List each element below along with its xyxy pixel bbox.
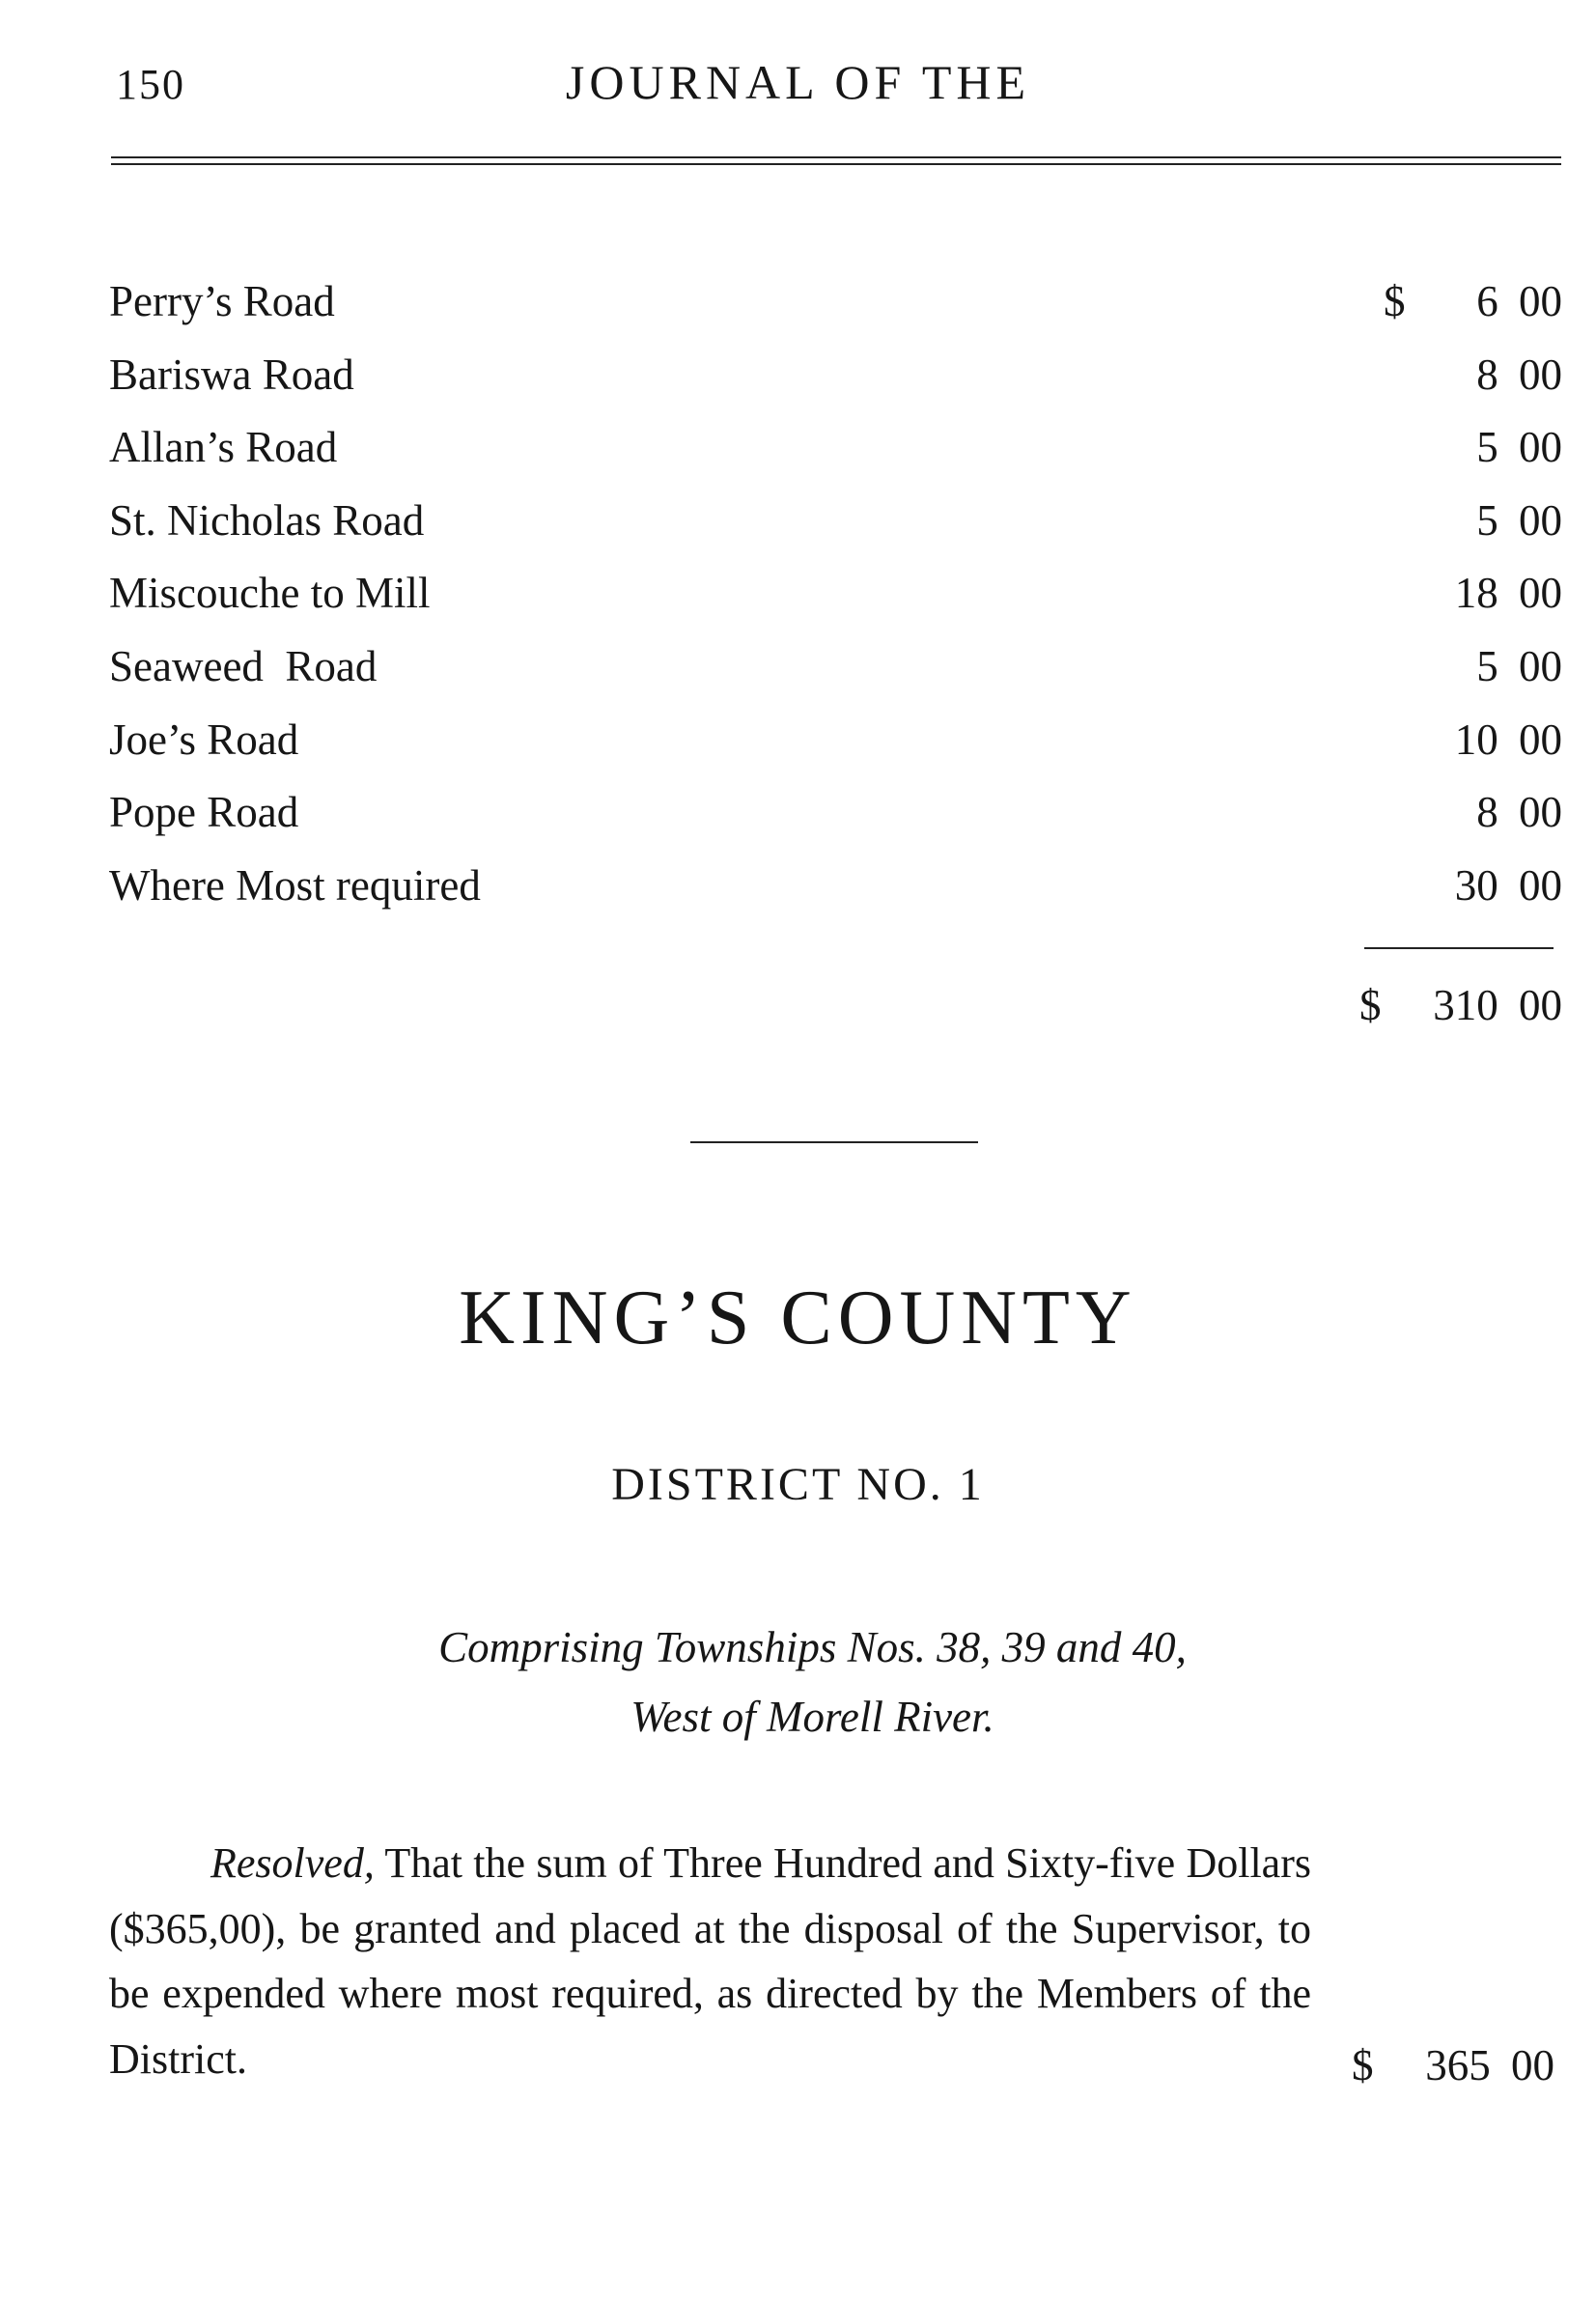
running-head: JOURNAL OF THE <box>565 55 1031 109</box>
road-name: Where Most required <box>109 860 481 910</box>
road-row <box>109 339 1562 412</box>
road-row <box>109 266 1562 339</box>
district-heading: DISTRICT NO. 1 <box>611 1459 985 1510</box>
road-name: Pope Road <box>109 788 299 837</box>
road-amount: 10 00 <box>1454 715 1562 764</box>
road-row <box>109 776 1562 850</box>
road-appropriations-list <box>109 266 1562 922</box>
road-name: Miscouche to Mill <box>109 569 431 618</box>
header-double-rule <box>111 156 1561 165</box>
total-amount: 310 00 <box>1433 981 1562 1029</box>
road-name: Joe’s Road <box>109 715 299 764</box>
road-amount: 18 00 <box>1454 569 1562 618</box>
road-row <box>109 485 1562 558</box>
district-description <box>0 1612 1596 1752</box>
dollar-sign: $ <box>1384 277 1406 325</box>
road-amount: 5 00 <box>1476 641 1562 690</box>
road-amount: 6 00 <box>1476 277 1562 325</box>
county-heading: KING’S COUNTY <box>459 1276 1137 1360</box>
road-row <box>109 704 1562 777</box>
road-amount: 5 00 <box>1476 423 1562 472</box>
road-row <box>109 411 1562 485</box>
total-row <box>1359 971 1562 1039</box>
road-amount: 5 00 <box>1476 495 1562 545</box>
district-description-line: West of Morell River. <box>630 1693 994 1741</box>
road-amount: 8 00 <box>1476 788 1562 837</box>
sum-rule <box>1364 947 1554 949</box>
road-name: Seaweed Road <box>109 641 378 690</box>
resolved-word: Resolved, <box>210 1839 375 1887</box>
road-name: Bariswa Road <box>109 350 354 399</box>
resolution-amount-value: 365 00 <box>1425 2041 1554 2089</box>
section-divider <box>690 1141 978 1143</box>
road-amount: 30 00 <box>1454 860 1562 910</box>
road-amount: 8 00 <box>1476 350 1562 399</box>
road-name: Perry’s Road <box>109 277 335 325</box>
page-number: 150 <box>116 61 185 108</box>
road-row <box>109 631 1562 704</box>
dollar-sign: $ <box>1359 981 1382 1029</box>
road-row <box>109 850 1562 923</box>
road-name: St. Nicholas Road <box>109 495 425 545</box>
district-description-line: Comprising Townships Nos. 38, 39 and 40, <box>438 1623 1187 1671</box>
dollar-sign: $ <box>1352 2041 1374 2089</box>
resolution-amount <box>1352 2032 1554 2099</box>
road-name: Allan’s Road <box>109 423 338 472</box>
resolution-paragraph <box>109 1831 1311 2091</box>
resolution-text: That the sum of Three Hundred and Sixty-five Dollars ($365,00), be granted and placed at the disposal of the Supervisor, to be expended where most required, as directed by the Members of the District. <box>109 1839 1311 2083</box>
road-row <box>109 557 1562 631</box>
